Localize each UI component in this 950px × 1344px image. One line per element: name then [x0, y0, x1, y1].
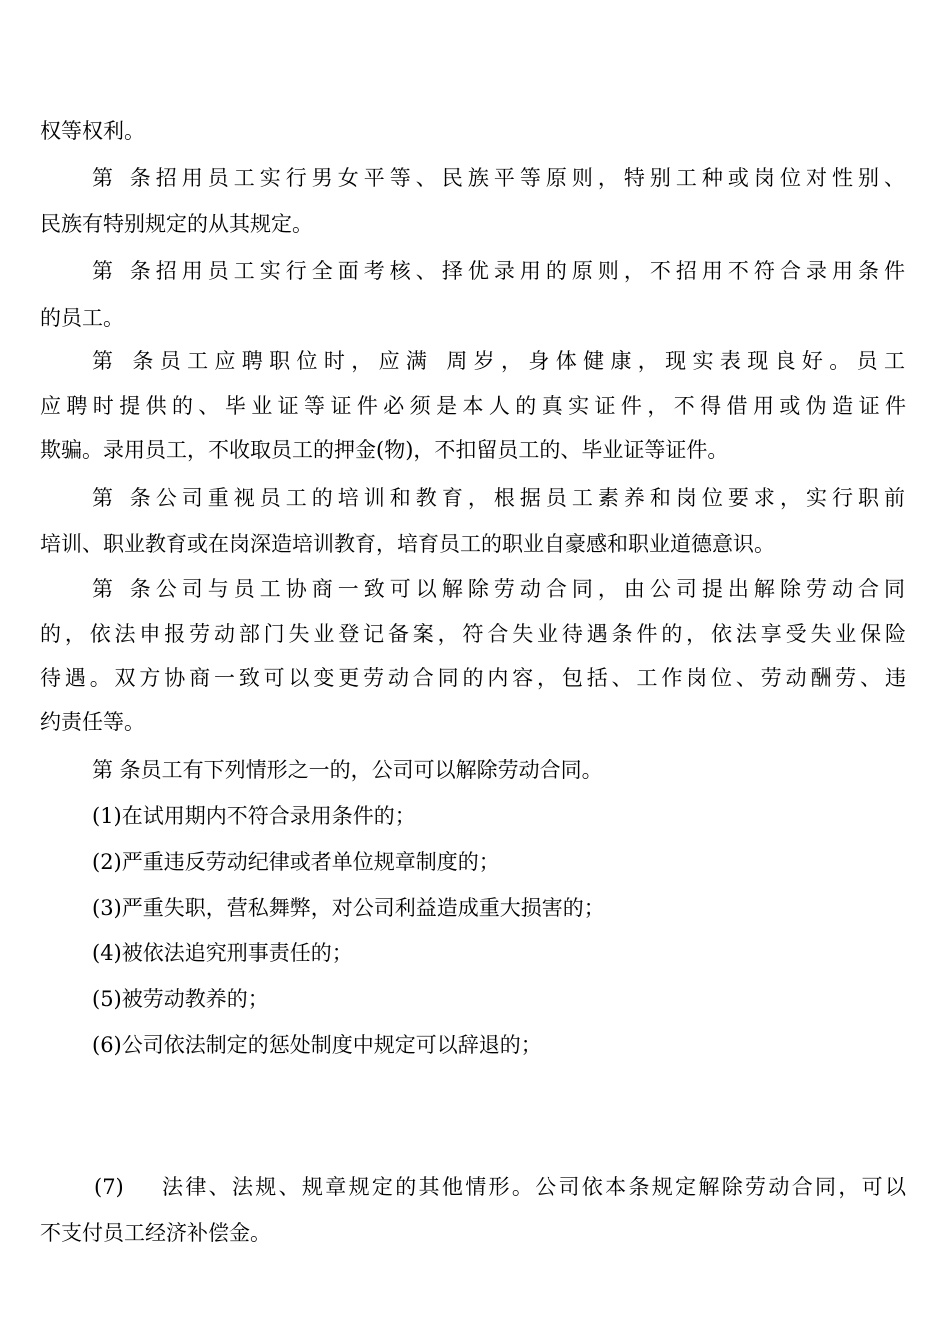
list-item: (1)在试用期内不符合录用条件的；: [92, 804, 416, 828]
paragraph-line: 第 条员工应聘职位时，应满 周岁，身体健康，现实表现良好。员工: [92, 349, 905, 373]
paragraph-line: 培训、职业教育或在岗深造培训教育，培育员工的职业自豪感和职业道德意识。: [40, 532, 775, 556]
list-item: (5)被劳动教养的；: [92, 987, 269, 1011]
paragraph-line: 的员工。: [40, 306, 124, 330]
paragraph-line: 权等权利。: [40, 119, 145, 143]
paragraph-line: 民族有特别规定的从其规定。: [40, 212, 313, 236]
paragraph-line: 不支付员工经济补偿金。: [40, 1221, 271, 1245]
paragraph-line: 第 条员工有下列情形之一的，公司可以解除劳动合同。: [92, 758, 603, 782]
paragraph-line: 第 条招用员工实行全面考核、择优录用的原则，不招用不符合录用条件: [92, 259, 905, 283]
paragraph-line: 法律、法规、规章规定的其他情形。公司依本条规定解除劳动合同，可以: [162, 1175, 906, 1199]
list-item: (6)公司依法制定的惩处制度中规定可以辞退的；: [92, 1033, 542, 1057]
paragraph-line: 待遇。双方协商一致可以变更劳动合同的内容，包括、工作岗位、劳动酬劳、违: [40, 666, 906, 690]
paragraph-line: 第 条公司重视员工的培训和教育，根据员工素养和岗位要求，实行职前: [92, 486, 905, 510]
list-item: (2)严重违反劳动纪律或者单位规章制度的；: [92, 850, 500, 874]
list-item: (3)严重失职，营私舞弊，对公司利益造成重大损害的；: [92, 896, 605, 920]
paragraph-line: 应聘时提供的、毕业证等证件必须是本人的真实证件，不得借用或伪造证件: [40, 394, 906, 418]
paragraph-line: 第 条公司与员工协商一致可以解除劳动合同，由公司提出解除劳动合同: [92, 577, 905, 601]
paragraph-line: 的，依法申报劳动部门失业登记备案，符合失业待遇条件的，依法享受失业保险: [40, 622, 906, 646]
list-item: (4)被依法追究刑事责任的；: [92, 941, 353, 965]
paragraph-line: 欺骗。录用员工，不收取员工的押金(物)，不扣留员工的、毕业证等证件。: [40, 438, 729, 462]
paragraph-line: 第 条招用员工实行男女平等、民族平等原则，特别工种或岗位对性别、: [92, 166, 905, 190]
paragraph-line: 约责任等。: [40, 710, 145, 734]
list-item-number: (7): [94, 1175, 124, 1199]
